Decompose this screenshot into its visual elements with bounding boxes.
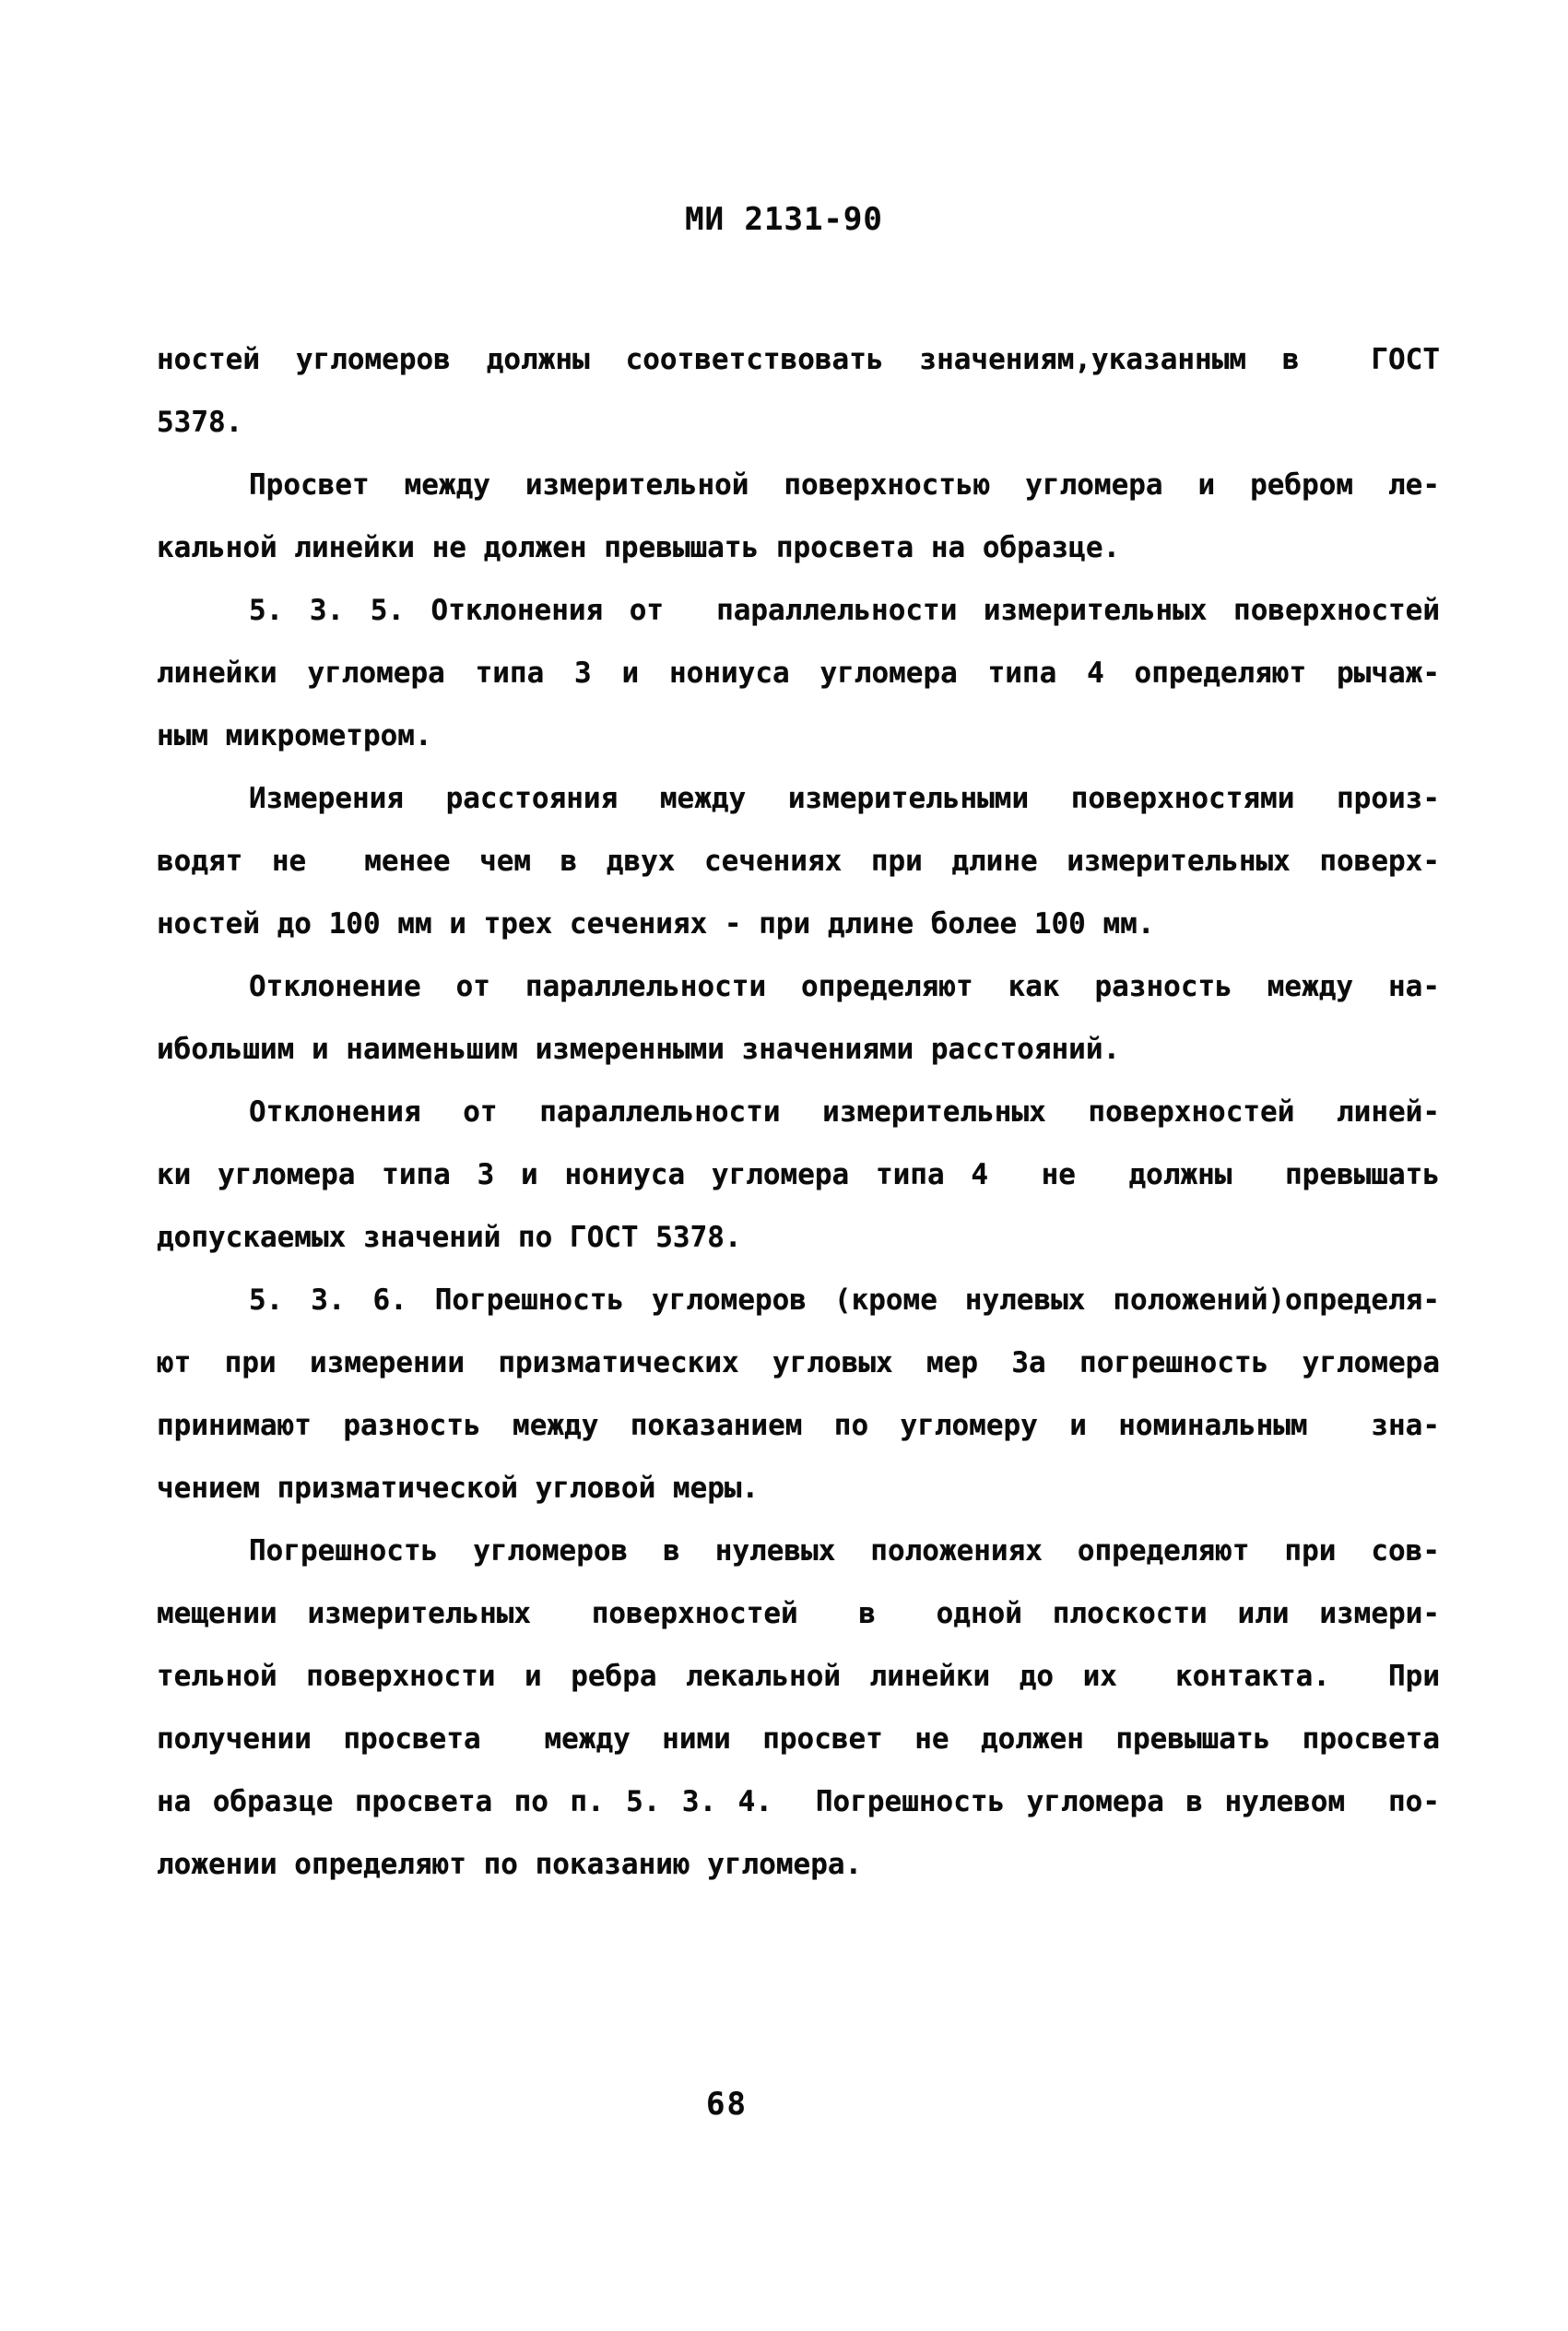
page-number: 68 bbox=[706, 2086, 748, 2123]
text-line: Измерения расстояния между измерительными поверхностями произ- bbox=[249, 782, 1440, 815]
text-line: ют при измерении призматических угловых мер За погрешность угломера bbox=[157, 1346, 1440, 1379]
text-line: Отклонение от параллельности определяют как разность между на- bbox=[249, 970, 1440, 1003]
text-line: водят не менее чем в двух сечениях при длине измерительных поверх- bbox=[157, 845, 1440, 878]
text-line: Просвет между измерительной поверхностью угломера и ребром ле- bbox=[249, 468, 1440, 502]
document-body bbox=[157, 328, 1440, 1896]
text-line: 5. 3. 6. Погрешность угломеров (кроме нулевых положений)определя- bbox=[249, 1284, 1440, 1317]
text-line: на образце просвета по п. 5. 3. 4. Погрешность угломера в нулевом по- bbox=[157, 1785, 1440, 1818]
text-line: ки угломера типа 3 и нониуса угломера типа 4 не должны превышать bbox=[157, 1158, 1440, 1191]
text-line: Отклонения от параллельности измерительных поверхностей линей- bbox=[249, 1095, 1440, 1129]
text-line: линейки угломера типа 3 и нониуса угломера типа 4 определяют рычаж- bbox=[157, 657, 1440, 690]
text-line: получении просвета между ними просвет не должен превышать просвета bbox=[157, 1722, 1440, 1756]
text-line: Погрешность угломеров в нулевых положениях определяют при сов- bbox=[249, 1534, 1440, 1568]
text-line: ибольшим и наименьшим измеренными значениями расстояний. bbox=[157, 1033, 1121, 1066]
text-line: чением призматической угловой меры. bbox=[157, 1472, 760, 1505]
text-line: принимают разность между показанием по угломеру и номинальным зна- bbox=[157, 1409, 1440, 1442]
text-line: ложении определяют по показанию угломера. bbox=[157, 1848, 863, 1881]
text-line: кальной линейки не должен превышать просвета на образце. bbox=[157, 531, 1121, 564]
text-line: мещении измерительных поверхностей в одной плоскости или измери- bbox=[157, 1597, 1440, 1630]
text-line: ностей угломеров должны соответствовать значениям,указанным в ГОСТ bbox=[157, 343, 1440, 376]
document-number-header: МИ 2131-90 bbox=[685, 201, 883, 238]
text-line: ным микрометром. bbox=[157, 719, 432, 752]
text-line: ностей до 100 мм и трех сечениях - при длине более 100 мм. bbox=[157, 907, 1155, 941]
text-line: тельной поверхности и ребра лекальной линейки до их контакта. При bbox=[157, 1660, 1440, 1693]
text-line: 5378. bbox=[157, 406, 243, 439]
text-line: 5. 3. 5. Отклонения от параллельности измерительных поверхностей bbox=[249, 594, 1440, 627]
text-line: допускаемых значений по ГОСТ 5378. bbox=[157, 1221, 742, 1254]
